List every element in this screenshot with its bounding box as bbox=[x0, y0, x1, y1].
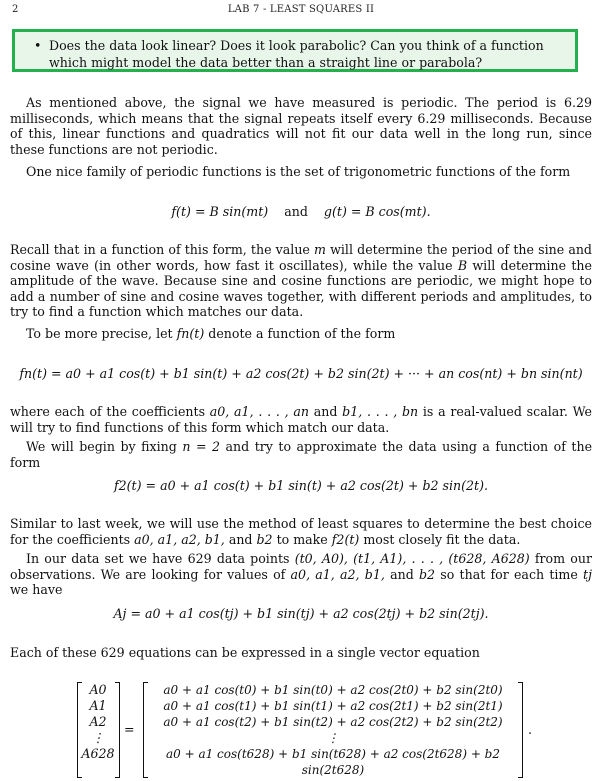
math-values: a0, a1, a2, b1, bbox=[290, 566, 385, 582]
paragraph-trig-family: One nice family of periodic functions is the set of trigonometric functions of the form bbox=[26, 164, 571, 179]
vector-equation bbox=[0, 682, 602, 778]
question-callout bbox=[12, 29, 578, 72]
rhs-entry: a0 + a1 cos(t2) + b1 sin(t2) + a2 cos(2t2) + b2 sin(2t2) bbox=[163, 715, 503, 729]
rhs-vector bbox=[146, 682, 520, 778]
equation-Aj: Aj = a0 + a1 cos(tj) + b1 sin(tj) + a2 cos(2tj) + b2 sin(2tj). bbox=[113, 606, 489, 621]
lhs-entry: A628 bbox=[81, 746, 115, 761]
rhs-entry: a0 + a1 cos(t628) + b1 sin(t628) + a2 cos(2t628) + b2 sin(2t628) bbox=[165, 747, 500, 777]
text-run: where each of the coefficients bbox=[10, 404, 210, 419]
text-run: will determine the period of the sine and cosine wave (in other words, how fast it oscillates), while the value bbox=[10, 242, 592, 273]
text-run: most closely fit the data. bbox=[359, 531, 521, 547]
math-b2: b2 bbox=[256, 531, 273, 547]
equation-sine-cosine bbox=[0, 204, 602, 220]
text-run: to make bbox=[272, 531, 332, 547]
lhs-entry: A1 bbox=[89, 698, 107, 713]
math-m: m bbox=[314, 242, 326, 257]
equation-fn-series: fn(t) = a0 + a1 cos(t) + b1 sin(t) + a2 cos(2t) + b2 sin(2t) + ··· + an cos(nt) + bn sin(nt) bbox=[19, 366, 583, 381]
paragraph-precise bbox=[10, 326, 592, 342]
paragraph-periodic-signal: As mentioned above, the signal we have measured is periodic. The period is 6.29 milliseconds, which means that the signal repeats itself every 6.29 milliseconds. Because of this, linear functions and quadratics will not fit our data well in the long run, since these functions are not periodic. bbox=[10, 95, 592, 157]
math-tj: tj bbox=[583, 566, 592, 582]
rhs-right-bracket bbox=[518, 682, 523, 778]
text-run: To be more precise, let bbox=[26, 326, 177, 341]
math-f2: f2(t) bbox=[331, 531, 360, 547]
trailing-period: . bbox=[528, 722, 533, 737]
equation-g: g(t) = B cos(mt). bbox=[323, 204, 431, 219]
math-a-coefs: a0, a1, . . . , an bbox=[209, 404, 309, 419]
math-B: B bbox=[457, 257, 468, 273]
paragraph-least-squares bbox=[10, 516, 592, 547]
text-run: and bbox=[224, 531, 257, 547]
math-points: (t0, A0), (t1, A1), . . . , (t628, A628) bbox=[294, 551, 530, 566]
equation-f2: f2(t) = a0 + a1 cos(t) + b1 sin(t) + a2 cos(2t) + b2 sin(2t). bbox=[113, 478, 489, 493]
equals-sign: = bbox=[124, 722, 135, 737]
text-run: and bbox=[384, 566, 419, 582]
equation-and: and bbox=[284, 204, 308, 219]
rhs-entry: a0 + a1 cos(t0) + b1 sin(t0) + a2 cos(2t0) + b2 sin(2t0) bbox=[163, 683, 503, 697]
callout-text: Does the data look linear? Does it look parabolic? Can you think of a function which might model the data better than a straight line or parabola? bbox=[49, 38, 544, 70]
text-run: We will begin by fixing bbox=[26, 439, 183, 454]
lhs-vector bbox=[80, 682, 116, 778]
equation-f: f(t) = B sin(mt) bbox=[171, 204, 269, 219]
rhs-entry: ⋮ bbox=[327, 731, 339, 745]
math-n: n = 2 bbox=[182, 439, 221, 454]
text-run: In our data set we have 629 data points bbox=[26, 551, 295, 566]
text-run: so that for each time bbox=[435, 566, 584, 582]
math-b2: b2 bbox=[418, 566, 436, 582]
lhs-entry: A0 bbox=[89, 682, 107, 697]
text-run: from our observations. We are looking for values of bbox=[10, 551, 592, 582]
paragraph-fix-n bbox=[10, 439, 592, 470]
rhs-entry: a0 + a1 cos(t1) + b1 sin(t1) + a2 cos(2t1) + b2 sin(2t1) bbox=[163, 699, 503, 713]
lhs-entry: A2 bbox=[89, 714, 107, 729]
paragraph-data-set bbox=[10, 551, 592, 598]
lhs-entry: ⋮ bbox=[91, 730, 105, 745]
text-run: Recall that in a function of this form, the value bbox=[10, 242, 315, 257]
running-title: LAB 7 - LEAST SQUARES II bbox=[227, 4, 375, 15]
page-number: 2 bbox=[12, 4, 19, 15]
lhs-right-bracket bbox=[115, 682, 120, 778]
math-fn: fn(t) bbox=[176, 326, 205, 341]
text-run: is a real-valued scalar. We will try to find functions of this form which match our data. bbox=[10, 404, 593, 435]
bullet-icon: • bbox=[34, 38, 42, 53]
text-run: will determine the amplitude of the wave. Because sine and cosine functions are periodic, we might hope to add a number of sine and cosine waves together, with different periods and amplitudes, to try to find a function which matches our data. bbox=[10, 257, 592, 319]
text-run: and try to approximate the data using a function of the form bbox=[10, 439, 593, 470]
math-b-coefs: b1, . . . , bn bbox=[342, 404, 419, 419]
text-run: and bbox=[308, 404, 343, 419]
math-coefs: a0, a1, a2, b1, bbox=[134, 531, 225, 547]
paragraph-vector-equation: Each of these 629 equations can be expressed in a single vector equation bbox=[10, 645, 480, 660]
text-run: we have bbox=[10, 582, 63, 597]
paragraph-coefficients bbox=[10, 404, 592, 435]
paragraph-recall bbox=[10, 242, 592, 320]
text-run: denote a function of the form bbox=[204, 326, 396, 341]
text-run: Similar to last week, we will use the method of least squares to determine the best choice for the coefficients bbox=[10, 516, 592, 547]
